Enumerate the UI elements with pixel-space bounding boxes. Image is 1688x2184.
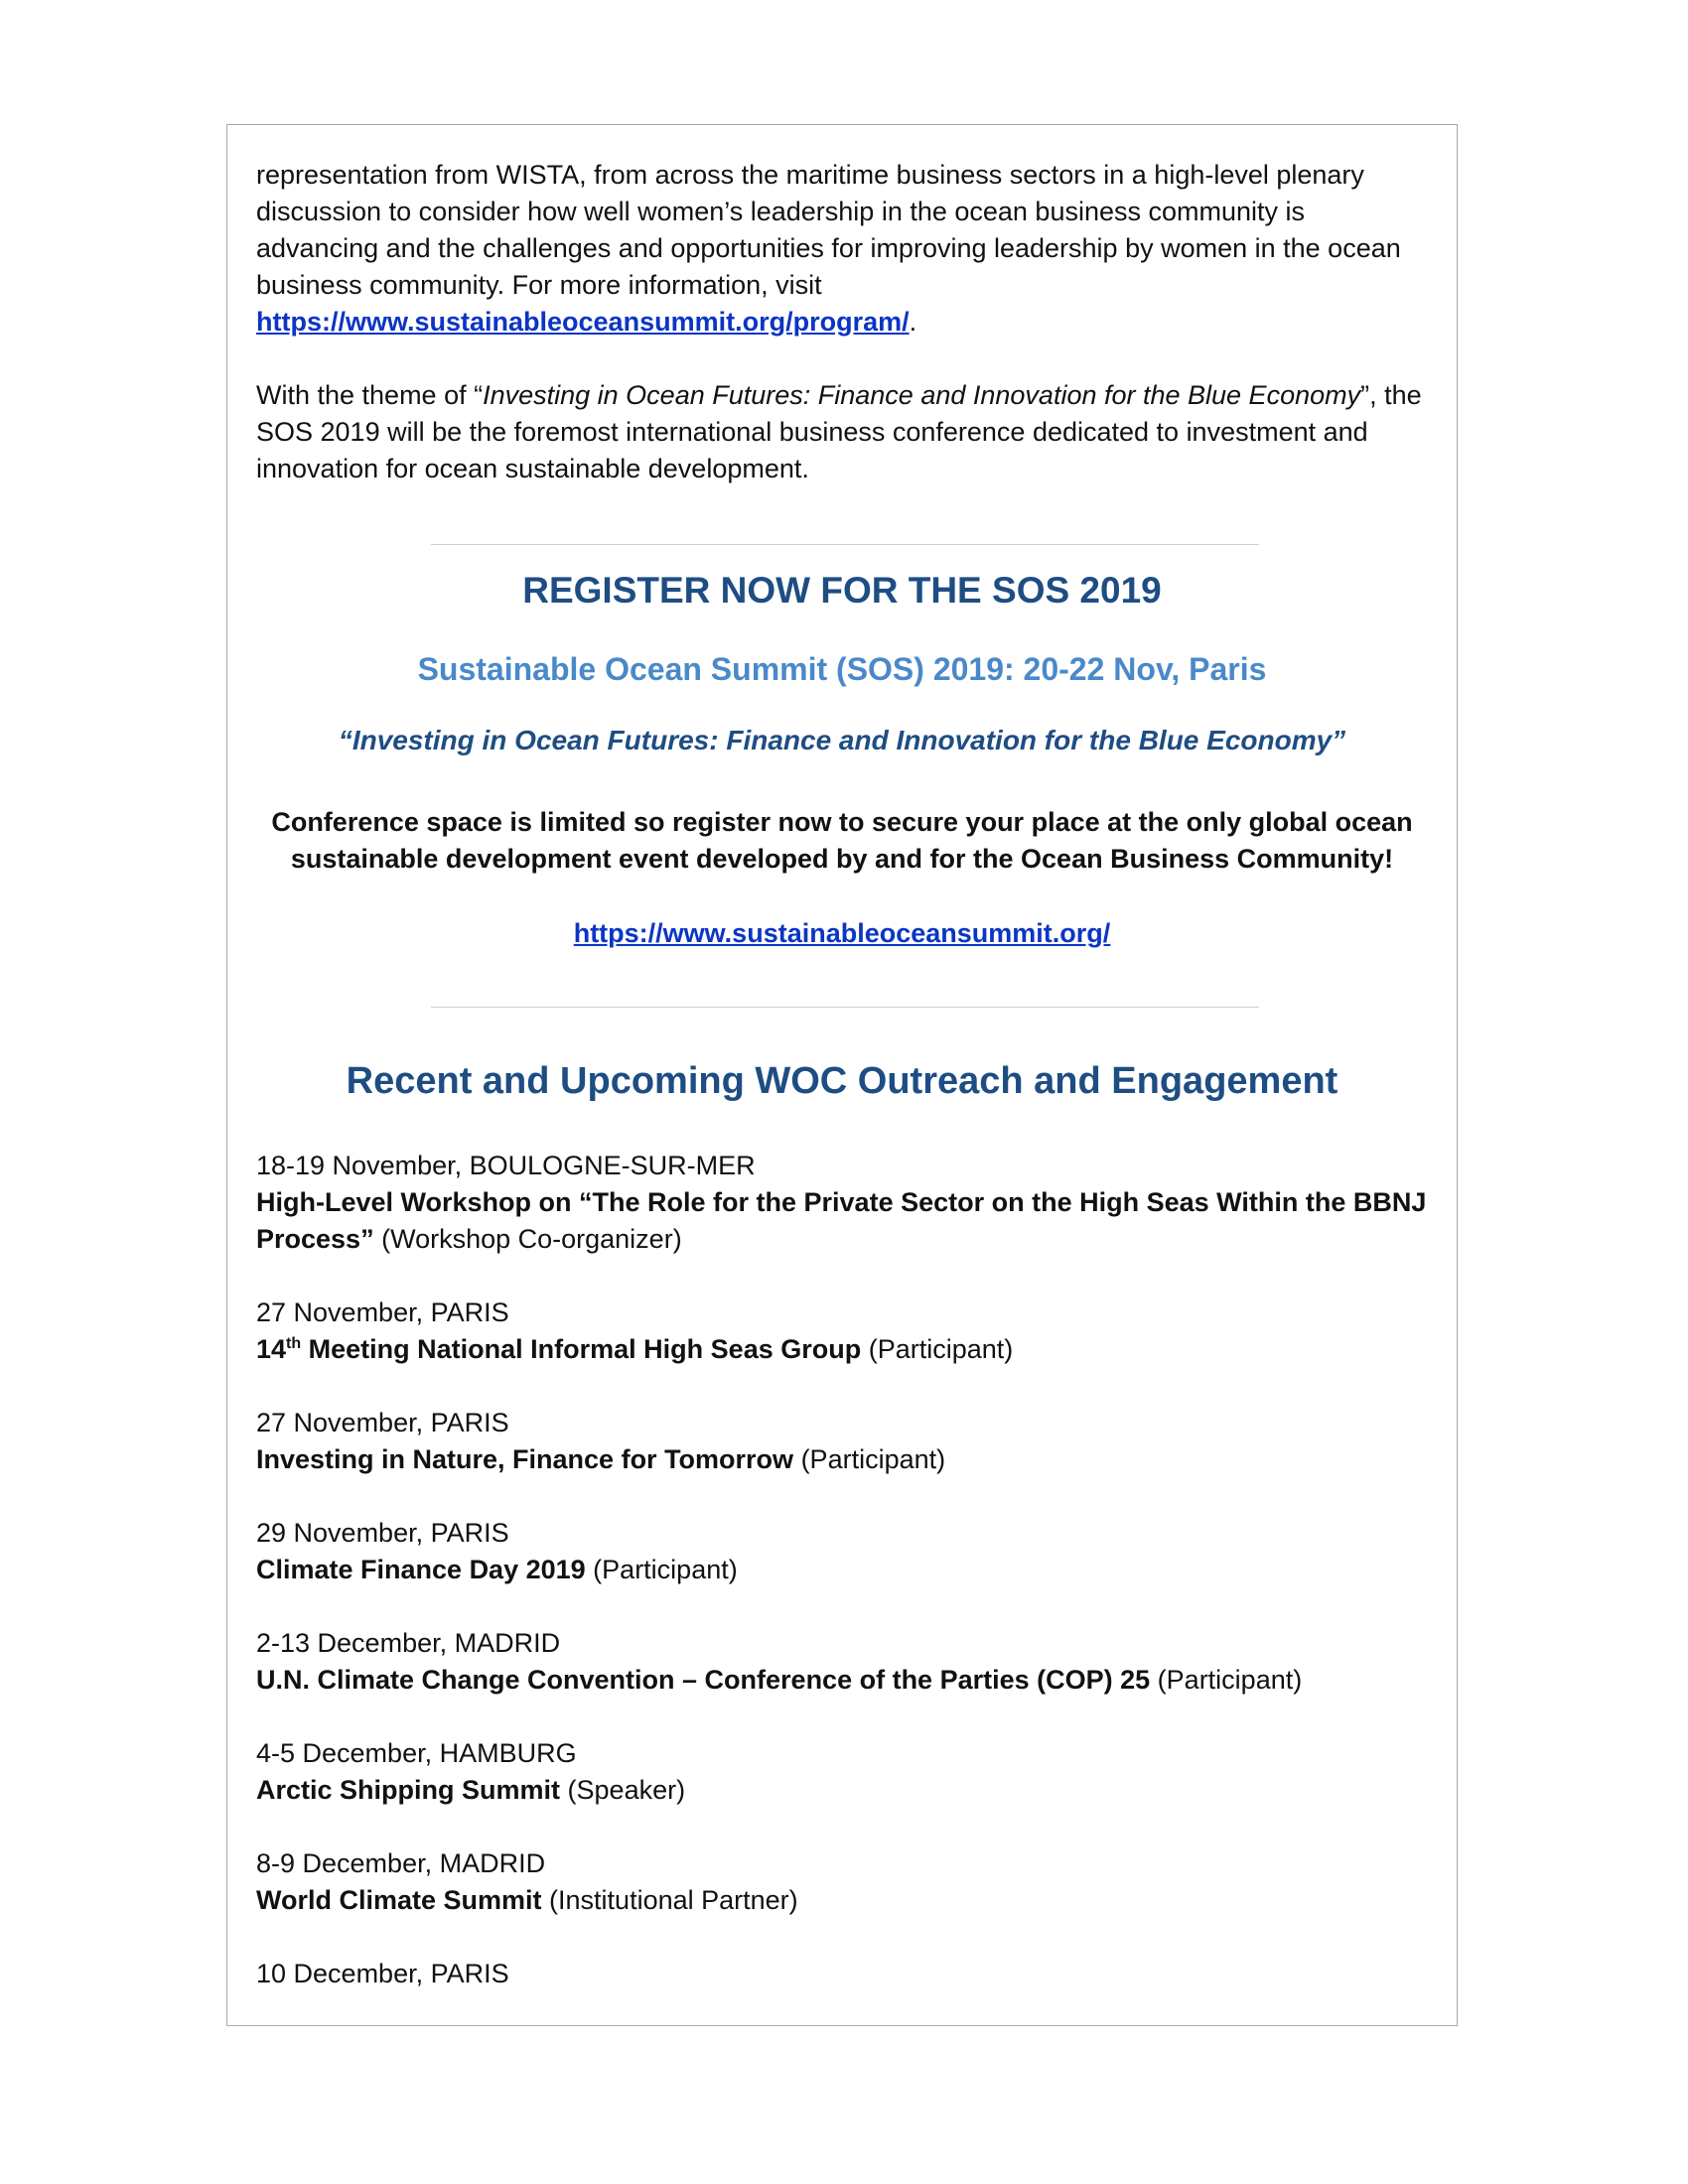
theme-text-before: With the theme of “ xyxy=(256,380,484,410)
event-date: 8-9 December, MADRID xyxy=(256,1848,546,1878)
event-title: U.N. Climate Change Convention – Conference of the Parties (COP) 25 xyxy=(256,1665,1151,1695)
event-date: 27 November, PARIS xyxy=(256,1408,509,1437)
event-item xyxy=(256,1735,1428,1809)
event-date: 18-19 November, BOULOGNE-SUR-MER xyxy=(256,1151,756,1180)
summit-subheading: Sustainable Ocean Summit (SOS) 2019: 20-22 Nov, Paris xyxy=(417,651,1267,687)
intro-period: . xyxy=(909,307,917,337)
register-notice xyxy=(256,804,1428,878)
event-item xyxy=(256,1148,1428,1258)
event-item xyxy=(256,1405,1428,1478)
event-date: 27 November, PARIS xyxy=(256,1297,509,1327)
register-link-line xyxy=(256,915,1428,952)
event-title xyxy=(256,1334,861,1364)
intro-section xyxy=(256,157,1428,487)
event-item xyxy=(256,1295,1428,1368)
event-role: (Participant) xyxy=(1150,1665,1303,1695)
event-item xyxy=(256,1956,1428,1992)
divider-bottom xyxy=(431,1007,1259,1008)
program-link[interactable]: https://www.sustainableoceansummit.org/program/ xyxy=(256,307,910,337)
event-title-number: 14 xyxy=(256,1334,287,1364)
summit-theme-quote: “Investing in Ocean Futures: Finance and Innovation for the Blue Economy” xyxy=(338,725,1346,755)
intro-text: representation from WISTA, from across the maritime business sectors in a high-level plenary discussion to consider how well women’s leadership in the ocean business community is advancing and the challenges and opportunities for improving leadership by women in the ocean business community. For more information, visit xyxy=(256,160,1401,300)
event-title-ordinal: th xyxy=(286,1335,302,1352)
intro-paragraph-theme xyxy=(256,377,1428,487)
event-date: 29 November, PARIS xyxy=(256,1518,509,1548)
outreach-heading: Recent and Upcoming WOC Outreach and Engagement xyxy=(346,1060,1338,1102)
summit-website-link[interactable]: https://www.sustainableoceansummit.org/ xyxy=(573,918,1111,948)
intro-paragraph-wista xyxy=(256,157,1428,341)
register-notice-line1: Conference space is limited so register now to secure your place at the only global ocean xyxy=(271,807,1413,837)
theme-italic-title: Investing in Ocean Futures: Finance and Innovation for the Blue Economy xyxy=(483,380,1361,410)
event-role: (Participant) xyxy=(793,1444,946,1474)
register-heading: REGISTER NOW FOR THE SOS 2019 xyxy=(522,570,1162,611)
event-title: Arctic Shipping Summit xyxy=(256,1775,561,1805)
divider-top xyxy=(431,544,1259,545)
event-item xyxy=(256,1845,1428,1919)
event-role: (Speaker) xyxy=(560,1775,686,1805)
theme-text-after: ”, the SOS 2019 will be the foremost international business conference dedicated to investment and innovation for ocean sustainable development. xyxy=(256,380,1422,483)
event-title-rest: Meeting National Informal High Seas Group xyxy=(301,1334,862,1364)
event-title: World Climate Summit xyxy=(256,1885,542,1915)
outreach-event-list xyxy=(256,1148,1428,1992)
register-notice-line2: sustainable development event developed by and for the Ocean Business Community! xyxy=(290,844,1394,874)
event-date: 2-13 December, MADRID xyxy=(256,1628,561,1658)
event-title: Investing in Nature, Finance for Tomorrow xyxy=(256,1444,794,1474)
event-role: (Institutional Partner) xyxy=(541,1885,798,1915)
event-role: (Participant) xyxy=(585,1555,738,1584)
event-role: (Participant) xyxy=(861,1334,1014,1364)
event-title: High-Level Workshop on “The Role for the Private Sector on the High Seas Within the BBNJ Process” xyxy=(256,1187,1427,1254)
event-title: Climate Finance Day 2019 xyxy=(256,1555,586,1584)
event-date: 4-5 December, HAMBURG xyxy=(256,1738,577,1768)
event-role: (Workshop Co-organizer) xyxy=(373,1224,682,1254)
event-date: 10 December, PARIS xyxy=(256,1959,509,1988)
event-item xyxy=(256,1515,1428,1588)
event-item xyxy=(256,1625,1428,1699)
